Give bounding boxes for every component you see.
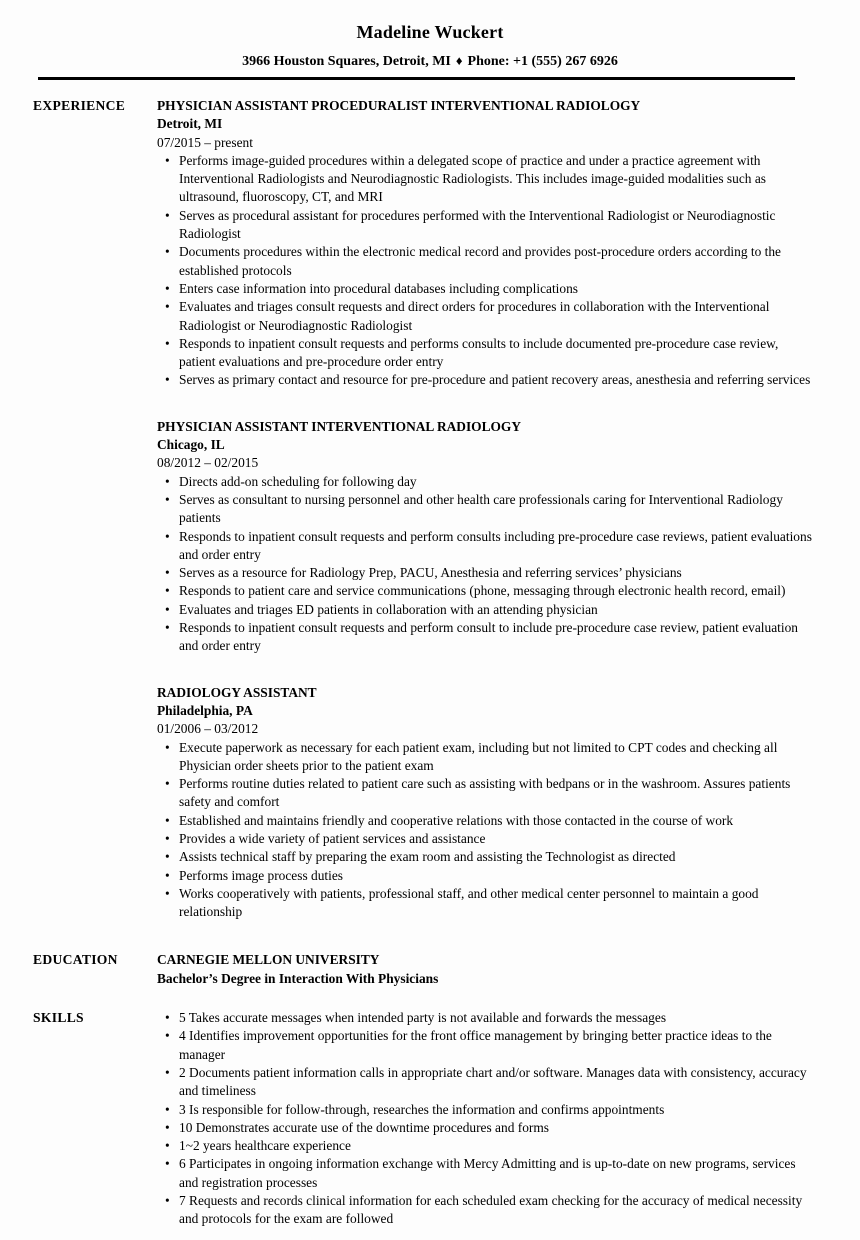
- bullet-item: • 4 Identifies improvement opportunities for the front office management by bringing better practice ideas to the manager: [157, 1027, 812, 1064]
- bullet-item: • 10 Demonstrates accurate use of the downtime procedures and forms: [157, 1119, 812, 1137]
- bullet-item: • Performs image process duties: [157, 867, 812, 885]
- job-dates: 07/2015 – present: [157, 134, 253, 150]
- skills-section: [0, 1009, 860, 1229]
- bullet-item: • Responds to inpatient consult requests and perform consult to include pre-procedure case review, patient evaluation and order entry: [157, 619, 812, 656]
- job-location: Detroit, MI: [157, 116, 223, 132]
- bullet-item: • Evaluates and triages ED patients in collaboration with an attending physician: [157, 601, 812, 619]
- bullet-item: • Serves as primary contact and resource for pre-procedure and patient recovery areas, anesthesia and referring services: [157, 371, 812, 389]
- bullet-item: • Responds to inpatient consult requests and performs consults to include documented pre-procedure case review, patient evaluations and pre-procedure order entry: [157, 335, 812, 372]
- bullet-item: • Established and maintains friendly and cooperative relations with those contacted in the course of work: [157, 812, 812, 830]
- skills-label: SKILLS: [33, 1010, 84, 1026]
- education-content: [157, 951, 812, 988]
- job-entry: [157, 97, 812, 390]
- person-name: Madeline Wuckert: [356, 22, 504, 42]
- skills-bullet-list: [157, 1009, 812, 1229]
- bullet-item: • Performs image-guided procedures within a delegated scope of practice and under a practice agreement with Interventional Radiologists and Neurodiagnostic Radiologists. This includes image-guided modalities such as ultrasound, fluoroscopy, CT, and MRI: [157, 152, 812, 207]
- diamond-icon: ♦: [455, 53, 463, 68]
- bullet-item: • Enters case information into procedural databases including complications: [157, 280, 812, 298]
- contact-line: [0, 53, 860, 70]
- bullet-item: • Directs add-on scheduling for following day: [157, 473, 812, 491]
- job-title: RADIOLOGY ASSISTANT: [157, 684, 317, 700]
- job-entry: [157, 684, 812, 922]
- bullet-item: • Execute paperwork as necessary for each patient exam, including but not limited to CPT codes and checking all Physician order sheets prior to the patient exam: [157, 739, 812, 776]
- bullet-item: • Works cooperatively with patients, professional staff, and other medical center personnel to maintain a good relationship: [157, 885, 812, 922]
- education-degree: Bachelor’s Degree in Interaction With Physicians: [157, 970, 439, 986]
- experience-label: EXPERIENCE: [33, 98, 126, 113]
- contact-phone: Phone: +1 (555) 267 6926: [467, 54, 618, 69]
- bullet-item: • Serves as consultant to nursing personnel and other health care professionals caring for Interventional Radiology patients: [157, 491, 812, 528]
- experience-content: [157, 97, 812, 921]
- bullet-item: • 5 Takes accurate messages when intended party is not available and forwards the messages: [157, 1009, 812, 1027]
- bullet-item: • Responds to inpatient consult requests and perform consults including pre-procedure case reviews, patient evaluations and order entry: [157, 528, 812, 565]
- job-location: Chicago, IL: [157, 437, 225, 453]
- bullet-item: • 7 Requests and records clinical information for each scheduled exam checking for the accuracy of medical necessity and protocols for the exam are followed: [157, 1192, 812, 1229]
- bullet-item: • Evaluates and triages consult requests and direct orders for procedures in collaboration with the Interventional Radiologist or Neurodiagnostic Radiologist: [157, 298, 812, 335]
- job-entry: [157, 418, 812, 656]
- job-location: Philadelphia, PA: [157, 702, 253, 718]
- bullet-item: • Responds to patient care and service communications (phone, messaging through electronic health record, email): [157, 582, 812, 600]
- education-section: [0, 951, 860, 988]
- job-bullet-list: [157, 473, 812, 656]
- bullet-item: • Documents procedures within the electronic medical record and provides post-procedure orders according to the established protocols: [157, 243, 812, 280]
- education-school: CARNEGIE MELLON UNIVERSITY: [157, 952, 380, 968]
- bullet-item: • Provides a wide variety of patient services and assistance: [157, 830, 812, 848]
- bullet-item: • Serves as a resource for Radiology Prep, PACU, Anesthesia and referring services’ physicians: [157, 564, 812, 582]
- bullet-item: • 3 Is responsible for follow-through, researches the information and confirms appointments: [157, 1101, 812, 1119]
- education-label: EDUCATION: [33, 952, 118, 968]
- bullet-item: • Assists technical staff by preparing the exam room and assisting the Technologist as directed: [157, 848, 812, 866]
- job-bullet-list: [157, 152, 812, 390]
- bullet-item: • Serves as procedural assistant for procedures performed with the Interventional Radiologist or Neurodiagnostic Radiologist: [157, 207, 812, 244]
- bullet-item: • 2 Documents patient information calls in appropriate chart and/or software. Manages data with consistency, accuracy and timeliness: [157, 1064, 812, 1101]
- job-title: PHYSICIAN ASSISTANT PROCEDURALIST INTERVENTIONAL RADIOLOGY: [157, 98, 641, 113]
- job-dates: 01/2006 – 03/2012: [157, 721, 259, 737]
- bullet-item: • Performs routine duties related to patient care such as assisting with bedpans or in the washroom. Assures patients safety and comfort: [157, 775, 812, 812]
- job-bullet-list: [157, 739, 812, 922]
- job-dates: 08/2012 – 02/2015: [157, 455, 259, 471]
- skills-content: [157, 1009, 812, 1229]
- contact-address: 3966 Houston Squares, Detroit, MI: [242, 54, 451, 69]
- header-divider: [38, 77, 795, 80]
- bullet-item: • 1~2 years healthcare experience: [157, 1137, 812, 1155]
- experience-section: [0, 97, 860, 921]
- job-title: PHYSICIAN ASSISTANT INTERVENTIONAL RADIOLOGY: [157, 418, 522, 434]
- bullet-item: • 6 Participates in ongoing information exchange with Mercy Admitting and is up-to-date on new programs, services and registration processes: [157, 1155, 812, 1192]
